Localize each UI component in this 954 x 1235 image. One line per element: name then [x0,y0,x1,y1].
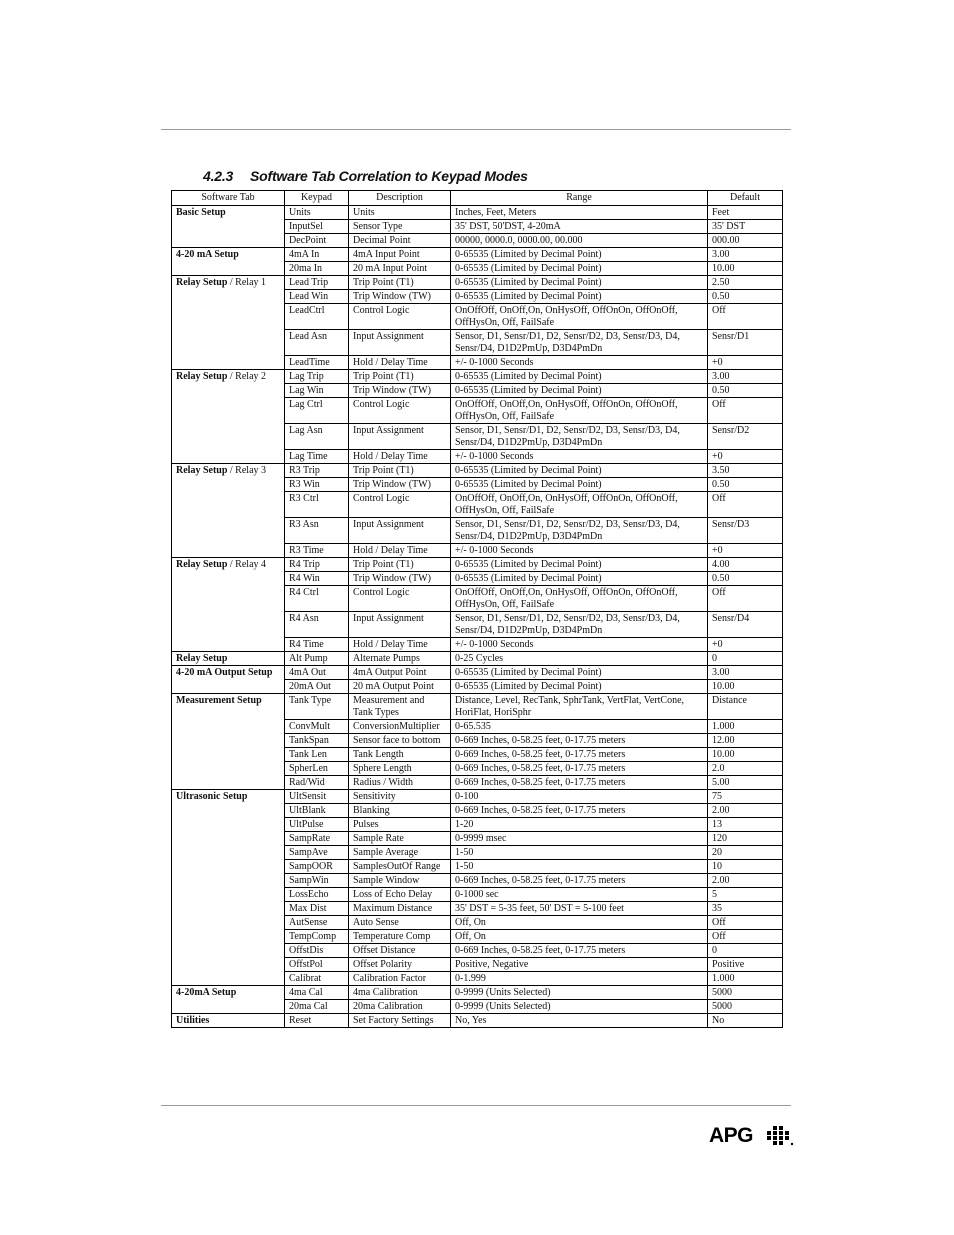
description-cell: Input Assignment [349,330,451,356]
description-cell: 20ma Calibration [349,1000,451,1014]
software-tab-name: Relay Setup [176,371,228,382]
range-cell: 0-65535 (Limited by Decimal Point) [451,680,708,694]
keypad-cell: R4 Trip [285,558,349,572]
keypad-cell: R3 Time [285,544,349,558]
range-cell: Sensor, D1, Sensr/D1, D2, Sensr/D2, D3, Sensr/D3, D4, Sensr/D4, D1D2PmUp, D3D4PmDn [451,518,708,544]
description-cell: Sample Rate [349,832,451,846]
description-cell: Loss of Echo Delay [349,888,451,902]
logo-text: APG [709,1124,754,1147]
range-cell: 0-9999 msec [451,832,708,846]
keypad-cell: 20ma In [285,262,349,276]
keypad-cell: 20mA Out [285,680,349,694]
description-cell: 4mA Output Point [349,666,451,680]
keypad-cell: Lead Trip [285,276,349,290]
table-row [172,464,783,478]
description-cell: Alternate Pumps [349,652,451,666]
range-cell: +/- 0-1000 Seconds [451,544,708,558]
range-cell: Sensor, D1, Sensr/D1, D2, Sensr/D2, D3, Sensr/D3, D4, Sensr/D4, D1D2PmUp, D3D4PmDn [451,330,708,356]
software-tab-name: Relay Setup [176,653,228,664]
range-cell: No, Yes [451,1014,708,1028]
description-cell: Trip Window (TW) [349,572,451,586]
software-tab-name: Basic Setup [176,207,226,218]
table-row [172,558,783,572]
keypad-cell: UltPulse [285,818,349,832]
description-cell: SamplesOutOf Range [349,860,451,874]
description-cell: Maximum Distance [349,902,451,916]
description-cell: Sphere Length [349,762,451,776]
range-cell: 1-50 [451,860,708,874]
default-cell: 5.00 [708,776,783,790]
range-cell: 0-65.535 [451,720,708,734]
default-cell: Off [708,586,783,612]
default-cell: Feet [708,206,783,220]
description-cell: 4ma Calibration [349,986,451,1000]
description-cell: 4mA Input Point [349,248,451,262]
software-tab-name: Relay Setup [176,465,228,476]
range-cell: 1-50 [451,846,708,860]
keypad-cell: LeadCtrl [285,304,349,330]
default-cell: 20 [708,846,783,860]
description-cell: 20 mA Output Point [349,680,451,694]
default-cell: No [708,1014,783,1028]
keypad-cell: OffstDis [285,944,349,958]
software-tab-name: 4-20 mA Output Setup [176,667,273,678]
description-cell: Calibration Factor [349,972,451,986]
correlation-table [171,190,783,1028]
range-cell: 0-65535 (Limited by Decimal Point) [451,464,708,478]
keypad-cell: ConvMult [285,720,349,734]
default-cell: 2.00 [708,874,783,888]
range-cell: 0-65535 (Limited by Decimal Point) [451,384,708,398]
software-tab-name: Relay Setup [176,559,228,570]
header-rule [161,129,791,130]
range-cell: 0-669 Inches, 0-58.25 feet, 0-17.75 meters [451,734,708,748]
table-row [172,276,783,290]
table-row [172,1014,783,1028]
description-cell: Control Logic [349,492,451,518]
software-tab-cell [172,986,285,1014]
description-cell: Offset Polarity [349,958,451,972]
keypad-cell: Lag Time [285,450,349,464]
software-tab-name: Measurement Setup [176,695,262,706]
keypad-cell: SampAve [285,846,349,860]
description-cell: Sensitivity [349,790,451,804]
default-cell: 10.00 [708,748,783,762]
description-cell: Sample Average [349,846,451,860]
header-range: Range [451,191,708,206]
default-cell: 000.00 [708,234,783,248]
default-cell: Sensr/D2 [708,424,783,450]
range-cell: 0-65535 (Limited by Decimal Point) [451,248,708,262]
description-cell: Hold / Delay Time [349,450,451,464]
range-cell: OnOffOff, OnOff,On, OnHysOff, OffOnOn, OffOnOff, OffHysOn, Off, FailSafe [451,398,708,424]
description-cell: Trip Point (T1) [349,276,451,290]
default-cell: 2.0 [708,762,783,776]
range-cell: 00000, 0000.0, 0000.00, 00.000 [451,234,708,248]
section-heading [203,168,528,184]
section-number: 4.2.3 [203,168,234,184]
description-cell: Control Logic [349,586,451,612]
software-tab-cell [172,694,285,790]
default-cell: +0 [708,638,783,652]
keypad-cell: TempComp [285,930,349,944]
default-cell: 13 [708,818,783,832]
range-cell: 35' DST = 5-35 feet, 50' DST = 5-100 feet [451,902,708,916]
range-cell: +/- 0-1000 Seconds [451,450,708,464]
range-cell: 0-669 Inches, 0-58.25 feet, 0-17.75 meters [451,874,708,888]
default-cell: 1.000 [708,720,783,734]
default-cell: 0.50 [708,384,783,398]
keypad-cell: Tank Type [285,694,349,720]
range-cell: Sensor, D1, Sensr/D1, D2, Sensr/D2, D3, Sensr/D3, D4, Sensr/D4, D1D2PmUp, D3D4PmDn [451,424,708,450]
default-cell: 0.50 [708,290,783,304]
keypad-cell: 20ma Cal [285,1000,349,1014]
range-cell: 0-669 Inches, 0-58.25 feet, 0-17.75 meters [451,804,708,818]
default-cell: Sensr/D3 [708,518,783,544]
default-cell: Distance [708,694,783,720]
description-cell: Decimal Point [349,234,451,248]
range-cell: 0-65535 (Limited by Decimal Point) [451,572,708,586]
description-cell: Hold / Delay Time [349,638,451,652]
description-cell: Set Factory Settings [349,1014,451,1028]
default-cell: 3.00 [708,370,783,384]
software-tab-cell [172,464,285,558]
description-cell: 20 mA Input Point [349,262,451,276]
keypad-cell: Units [285,206,349,220]
description-cell: Pulses [349,818,451,832]
default-cell: 5000 [708,986,783,1000]
description-cell: Temperature Comp [349,930,451,944]
keypad-cell: SpherLen [285,762,349,776]
header-software-tab: Software Tab [172,191,285,206]
description-cell: Units [349,206,451,220]
range-cell: 0-9999 (Units Selected) [451,1000,708,1014]
default-cell: Off [708,398,783,424]
keypad-cell: R4 Ctrl [285,586,349,612]
default-cell: 0 [708,944,783,958]
table-row [172,986,783,1000]
keypad-cell: TankSpan [285,734,349,748]
description-cell: Sample Window [349,874,451,888]
range-cell: 0-669 Inches, 0-58.25 feet, 0-17.75 meters [451,776,708,790]
range-cell: OnOffOff, OnOff,On, OnHysOff, OffOnOn, OffOnOff, OffHysOn, Off, FailSafe [451,304,708,330]
default-cell: 12.00 [708,734,783,748]
table-row [172,206,783,220]
header-description: Description [349,191,451,206]
table-row [172,248,783,262]
software-tab-cell [172,666,285,694]
default-cell: 5000 [708,1000,783,1014]
software-tab-name: Ultrasonic Setup [176,791,248,802]
header-default: Default [708,191,783,206]
default-cell: +0 [708,450,783,464]
default-cell: Off [708,304,783,330]
keypad-cell: R4 Asn [285,612,349,638]
software-tab-name: Relay Setup [176,277,228,288]
keypad-cell: Max Dist [285,902,349,916]
description-cell: Trip Point (T1) [349,370,451,384]
keypad-cell: SampRate [285,832,349,846]
description-cell: Trip Window (TW) [349,290,451,304]
keypad-cell: 4mA In [285,248,349,262]
description-cell: Control Logic [349,398,451,424]
range-cell: Positive, Negative [451,958,708,972]
keypad-cell: OffstPol [285,958,349,972]
table-row [172,790,783,804]
keypad-cell: Lag Trip [285,370,349,384]
description-cell: Control Logic [349,304,451,330]
keypad-cell: R4 Time [285,638,349,652]
table-row [172,694,783,720]
software-tab-cell [172,206,285,248]
description-cell: Input Assignment [349,424,451,450]
apg-dots-logo-icon [766,1126,794,1146]
range-cell: 0-65535 (Limited by Decimal Point) [451,262,708,276]
software-tab-name: 4-20 mA Setup [176,249,239,260]
keypad-cell: Lag Win [285,384,349,398]
default-cell: 3.50 [708,464,783,478]
default-cell: 0.50 [708,572,783,586]
range-cell: 0-65535 (Limited by Decimal Point) [451,558,708,572]
default-cell: 10.00 [708,262,783,276]
keypad-cell: SampOOR [285,860,349,874]
default-cell: 10 [708,860,783,874]
software-tab-cell [172,370,285,464]
table-row [172,652,783,666]
description-cell: Trip Window (TW) [349,478,451,492]
table-header-row [172,191,783,206]
software-tab-cell [172,558,285,652]
default-cell: 1.000 [708,972,783,986]
table-body [172,206,783,1028]
keypad-cell: Lead Asn [285,330,349,356]
keypad-cell: R3 Trip [285,464,349,478]
description-cell: Hold / Delay Time [349,544,451,558]
default-cell: 3.00 [708,248,783,262]
description-cell: Hold / Delay Time [349,356,451,370]
default-cell: Off [708,930,783,944]
keypad-cell: 4mA Out [285,666,349,680]
keypad-cell: AutSense [285,916,349,930]
range-cell: Off, On [451,930,708,944]
range-cell: +/- 0-1000 Seconds [451,638,708,652]
description-cell: Trip Window (TW) [349,384,451,398]
description-cell: ConversionMultiplier [349,720,451,734]
software-tab-suffix: / Relay 1 [227,277,267,288]
default-cell: +0 [708,544,783,558]
software-tab-cell [172,1014,285,1028]
range-cell: 0-65535 (Limited by Decimal Point) [451,290,708,304]
range-cell: OnOffOff, OnOff,On, OnHysOff, OffOnOn, OffOnOff, OffHysOn, Off, FailSafe [451,586,708,612]
range-cell: 0-100 [451,790,708,804]
keypad-cell: UltBlank [285,804,349,818]
keypad-cell: Reset [285,1014,349,1028]
range-cell: 0-25 Cycles [451,652,708,666]
range-cell: 0-669 Inches, 0-58.25 feet, 0-17.75 meters [451,944,708,958]
default-cell: Sensr/D1 [708,330,783,356]
section-title: Software Tab Correlation to Keypad Modes [250,168,528,184]
software-tab-suffix: / Relay 4 [227,559,267,570]
keypad-cell: Tank Len [285,748,349,762]
range-cell: 0-669 Inches, 0-58.25 feet, 0-17.75 meters [451,762,708,776]
default-cell: 5 [708,888,783,902]
range-cell: 0-1.999 [451,972,708,986]
default-cell: +0 [708,356,783,370]
description-cell: Blanking [349,804,451,818]
default-cell: 0 [708,652,783,666]
software-tab-suffix: / Relay 3 [227,465,267,476]
range-cell: 0-9999 (Units Selected) [451,986,708,1000]
description-cell: Input Assignment [349,612,451,638]
software-tab-name: Utilities [176,1015,210,1026]
range-cell: Sensor, D1, Sensr/D1, D2, Sensr/D2, D3, Sensr/D3, D4, Sensr/D4, D1D2PmUp, D3D4PmDn [451,612,708,638]
software-tab-cell [172,248,285,276]
keypad-cell: R3 Asn [285,518,349,544]
keypad-cell: Rad/Wid [285,776,349,790]
software-tab-cell [172,790,285,986]
software-tab-name: 4-20mA Setup [176,987,237,998]
range-cell: 0-669 Inches, 0-58.25 feet, 0-17.75 meters [451,748,708,762]
header-keypad: Keypad [285,191,349,206]
range-cell: 0-65535 (Limited by Decimal Point) [451,370,708,384]
description-cell: Measurement and Tank Types [349,694,451,720]
default-cell: 4.00 [708,558,783,572]
default-cell: Sensr/D4 [708,612,783,638]
keypad-cell: UltSensit [285,790,349,804]
software-tab-cell [172,276,285,370]
software-tab-cell [172,652,285,666]
description-cell: Sensor face to bottom [349,734,451,748]
description-cell: Sensor Type [349,220,451,234]
default-cell: 2.50 [708,276,783,290]
range-cell: OnOffOff, OnOff,On, OnHysOff, OffOnOn, OffOnOff, OffHysOn, Off, FailSafe [451,492,708,518]
keypad-cell: DecPoint [285,234,349,248]
table-row [172,666,783,680]
description-cell: Trip Point (T1) [349,558,451,572]
range-cell: 0-65535 (Limited by Decimal Point) [451,478,708,492]
default-cell: Positive [708,958,783,972]
table-row [172,370,783,384]
default-cell: 35' DST [708,220,783,234]
description-cell: Input Assignment [349,518,451,544]
range-cell: 0-65535 (Limited by Decimal Point) [451,276,708,290]
keypad-cell: LeadTime [285,356,349,370]
keypad-cell: Lag Ctrl [285,398,349,424]
default-cell: 75 [708,790,783,804]
footer-rule [161,1105,791,1106]
keypad-cell: R3 Win [285,478,349,492]
description-cell: Trip Point (T1) [349,464,451,478]
software-tab-suffix: / Relay 2 [227,371,267,382]
range-cell: 1-20 [451,818,708,832]
keypad-cell: Alt Pump [285,652,349,666]
range-cell: 35' DST, 50'DST, 4-20mA [451,220,708,234]
range-cell: +/- 0-1000 Seconds [451,356,708,370]
range-cell: Distance, Level, RecTank, SphrTank, VertFlat, VertCone, HoriFlat, HoriSphr [451,694,708,720]
keypad-cell: 4ma Cal [285,986,349,1000]
description-cell: Radius / Width [349,776,451,790]
description-cell: Tank Length [349,748,451,762]
default-cell: 35 [708,902,783,916]
keypad-cell: Calibrat [285,972,349,986]
default-cell: 2.00 [708,804,783,818]
keypad-cell: InputSel [285,220,349,234]
default-cell: 10.00 [708,680,783,694]
keypad-cell: LossEcho [285,888,349,902]
range-cell: 0-1000 sec [451,888,708,902]
apg-logo [709,1124,793,1146]
keypad-cell: R3 Ctrl [285,492,349,518]
range-cell: 0-65535 (Limited by Decimal Point) [451,666,708,680]
keypad-cell: SampWin [285,874,349,888]
description-cell: Offset Distance [349,944,451,958]
default-cell: 120 [708,832,783,846]
keypad-cell: Lag Asn [285,424,349,450]
default-cell: Off [708,492,783,518]
default-cell: 0.50 [708,478,783,492]
range-cell: Inches, Feet, Meters [451,206,708,220]
default-cell: 3.00 [708,666,783,680]
range-cell: Off, On [451,916,708,930]
description-cell: Auto Sense [349,916,451,930]
keypad-cell: Lead Win [285,290,349,304]
keypad-cell: R4 Win [285,572,349,586]
default-cell: Off [708,916,783,930]
